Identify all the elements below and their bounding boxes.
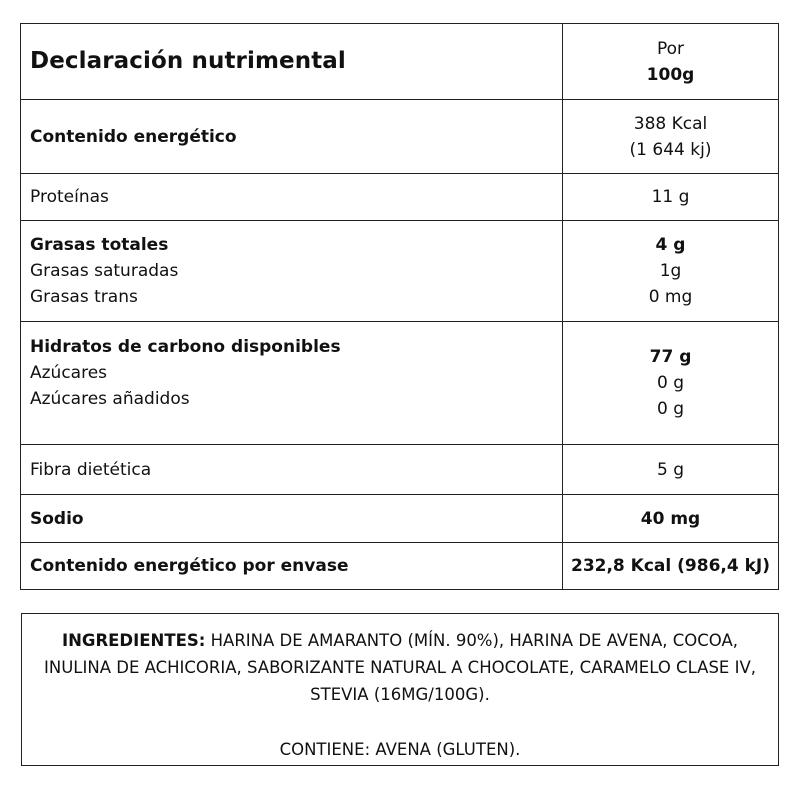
energy-label: Contenido energético (21, 100, 563, 174)
protein-label: Proteínas (21, 174, 563, 221)
ingredients-box (21, 613, 779, 766)
total-fat-label: Grasas totales (30, 235, 169, 255)
allergen-statement: CONTIENE: AVENA (GLUTEN). (279, 740, 521, 759)
added-sugars-value: 0 g (656, 399, 684, 419)
carbohydrates-label: Hidratos de carbono disponibles (30, 337, 341, 357)
energy-kj: (1 644 kj) (629, 139, 712, 160)
sodium-value: 40 mg (563, 495, 779, 543)
sodium-label: Sodio (21, 495, 563, 543)
fat-value-cell (563, 221, 779, 322)
energy-per-package-label: Contenido energético por envase (21, 543, 563, 590)
table-header-row (21, 24, 779, 100)
carbohydrates-value-cell (563, 322, 779, 445)
sugars-value: 0 g (656, 373, 684, 393)
fiber-label: Fibra dietética (21, 445, 563, 495)
protein-row (21, 174, 779, 221)
ingredients-label: INGREDIENTES: (61, 631, 206, 650)
ingredients-list: HARINA DE AMARANTO (MÍN. 90%), HARINA DE AVENA, COCOA, INULINA DE ACHICORIA, SABORIZANTE NATURAL A CHOCOLATE, CARAMELO CLASE IV, STEVIA (16MG/100G). (44, 631, 756, 704)
energy-kcal: 388 Kcal (633, 113, 708, 134)
carbohydrates-label-cell (21, 322, 563, 445)
fiber-row (21, 445, 779, 495)
nutrition-facts-table (20, 23, 779, 590)
sodium-row (21, 495, 779, 543)
protein-value: 11 g (563, 174, 779, 221)
energy-value-cell (563, 100, 779, 174)
energy-per-package-value: 232,8 Kcal (986,4 kJ) (563, 543, 779, 590)
energy-per-package-row (21, 543, 779, 590)
trans-fat-label: Grasas trans (30, 287, 138, 307)
serving-basis-cell (563, 24, 779, 100)
sugars-label: Azúcares (30, 363, 108, 383)
fat-label-cell (21, 221, 563, 322)
trans-fat-value: 0 mg (648, 287, 693, 307)
serving-basis-amount: 100g (646, 64, 695, 85)
saturated-fat-label: Grasas saturadas (30, 261, 179, 281)
serving-basis-prefix: Por (656, 38, 685, 59)
fat-row (21, 221, 779, 322)
total-fat-value: 4 g (655, 235, 686, 255)
table-title-cell (21, 24, 563, 100)
carbohydrates-value: 77 g (649, 347, 692, 367)
carbohydrates-row (21, 322, 779, 445)
saturated-fat-value: 1g (659, 261, 682, 281)
fiber-value: 5 g (563, 445, 779, 495)
added-sugars-label: Azúcares añadidos (30, 389, 190, 409)
table-title: Declaración nutrimental (30, 47, 346, 74)
energy-row (21, 100, 779, 174)
